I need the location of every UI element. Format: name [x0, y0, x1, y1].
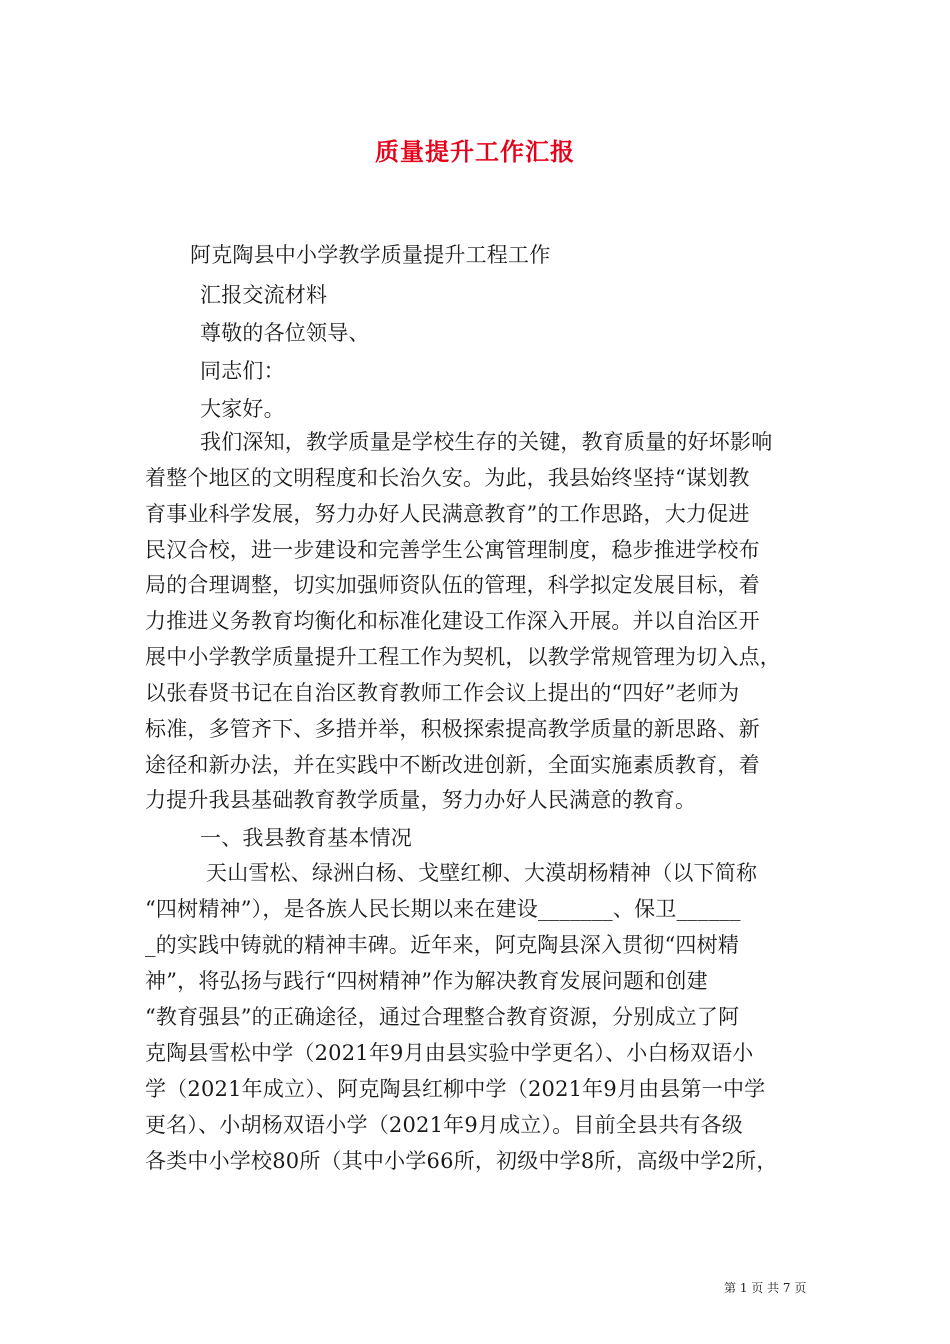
- text-line: 以张春贤书记在自治区教育教师工作会议上提出的“四好”老师为: [145, 681, 740, 705]
- text-line: 标准，多管齐下、多措并举，积极探索提高教学质量的新思路、新: [145, 717, 760, 741]
- text-line: “四树精神”），是各族人民长期以来在建设_______、保卫______: [145, 897, 741, 921]
- text-line: 同志们：: [200, 359, 285, 383]
- text-line: 力提升我县基础教育教学质量，努力办好人民满意的教育。: [145, 788, 697, 812]
- document-title: 质量提升工作汇报: [375, 137, 575, 166]
- text-line: 局的合理调整，切实加强师资队伍的管理，科学拟定发展目标，着: [145, 573, 760, 597]
- text-line: 更名）、小胡杨双语小学（2021年9月成立）。目前全县共有各级: [145, 1113, 744, 1137]
- text-line: 各类中小学校80所（其中小学66所，初级中学8所，高级中学2所，: [145, 1149, 778, 1173]
- text-line: “教育强县”的正确途径，通过合理整合教育资源，分别成立了阿: [145, 1005, 740, 1029]
- text-line: 大家好。: [200, 397, 285, 421]
- text-line: 天山雪松、绿洲白杨、戈壁红柳、大漠胡杨精神（以下简称: [206, 861, 758, 885]
- text-line: 展中小学教学质量提升工程工作为契机，以教学常规管理为切入点，: [145, 645, 781, 669]
- text-line: 学（2021年成立）、阿克陶县红柳中学（2021年9月由县第一中学: [145, 1077, 766, 1101]
- text-line: 途径和新办法，并在实践中不断改进创新，全面实施素质教育，着: [145, 753, 760, 777]
- text-line: 神”，将弘扬与践行“四树精神”作为解决教育发展问题和创建: [145, 969, 708, 993]
- text-line: 民汉合校，进一步建设和完善学生公寓管理制度，稳步推进学校布: [145, 538, 760, 562]
- section-heading: 一、我县教育基本情况: [200, 826, 412, 850]
- text-line: 阿克陶县中小学教学质量提升工程工作: [190, 243, 551, 267]
- text-line: 汇报交流材料: [200, 283, 328, 307]
- page-number: 第 1 页 共 7 页: [724, 1281, 807, 1295]
- text-line: _的实践中铸就的精神丰碑。近年来，阿克陶县深入贯彻“四树精: [145, 933, 740, 957]
- text-line: 尊敬的各位领导、: [200, 321, 370, 345]
- text-line: 育事业科学发展，努力办好人民满意教育”的工作思路，大力促进: [145, 502, 750, 526]
- text-line: 力推进义务教育均衡化和标准化建设工作深入开展。并以自治区开: [145, 609, 760, 633]
- text-line: 克陶县雪松中学（2021年9月由县实验中学更名）、小白杨双语小: [145, 1041, 754, 1065]
- text-line: 着整个地区的文明程度和长治久安。为此，我县始终坚持“谋划教: [145, 466, 750, 490]
- text-line: 我们深知，教学质量是学校生存的关键，教育质量的好坏影响: [200, 430, 773, 454]
